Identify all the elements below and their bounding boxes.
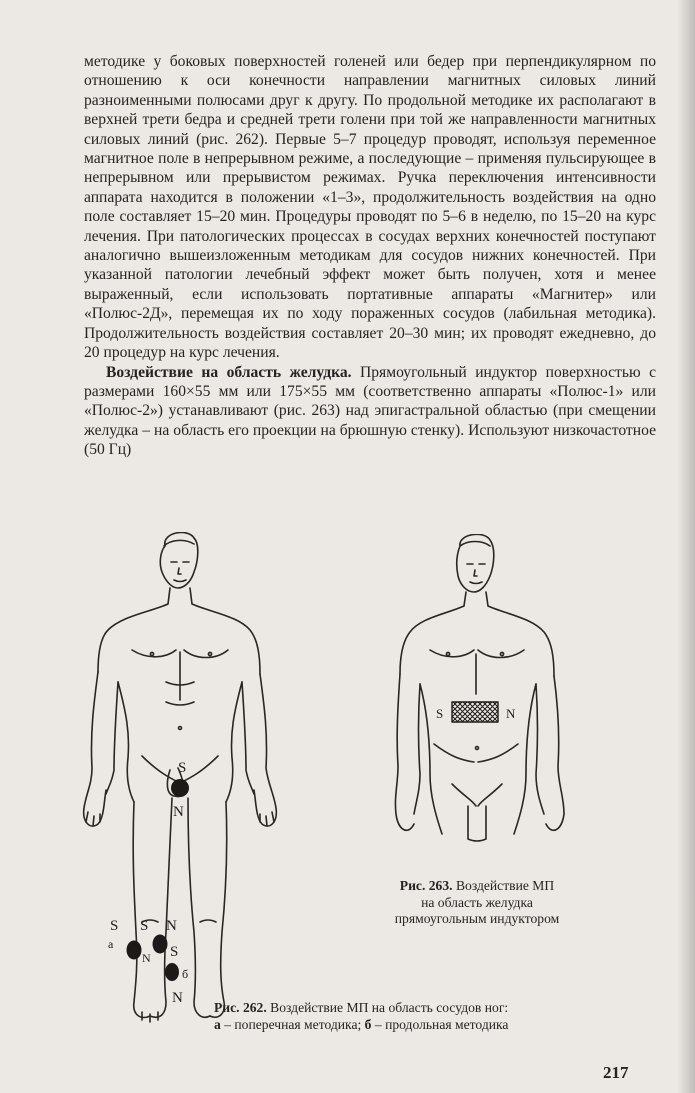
fig263-caption-label: Рис. 263.	[399, 878, 453, 893]
fig262-label-left-s: S	[110, 918, 119, 934]
fig262-caption-line1: Воздействие МП на область сосудов ног:	[266, 1000, 509, 1015]
fig262-caption-b-text: – продольная методика	[371, 1016, 509, 1032]
fig262-label-bottom-n: N	[172, 990, 183, 1006]
fig262-label-left-a: а	[108, 937, 114, 951]
fig262-label-groin-s: S	[178, 760, 187, 776]
figure-263-caption	[346, 878, 608, 928]
fig262-label-mid-s: S	[140, 918, 149, 934]
fig262-label-right-n: N	[166, 918, 177, 934]
page-edge-shadow	[677, 0, 695, 1093]
fig262-label-right-b: б	[182, 967, 189, 981]
paragraph-2-text: Прямоугольный индуктор поверхностью с размерами 160×55 мм или 175×55 мм (соответственно аппараты «Полюс-1» или «Полюс-2») устанавливают (рис. 263) над эпигастральной областью (при смещении желудка – на область его проекции на брюшную стенку). Используют низкочастотное (50 Гц)	[84, 363, 657, 459]
fig262-label-right-s: S	[170, 944, 179, 960]
fig263-caption-line1: Воздействие МП	[452, 878, 555, 893]
fig262-caption-a-text: – поперечная методика;	[220, 1016, 365, 1032]
page-number: 217	[603, 1063, 629, 1082]
figure-263-illustration	[390, 534, 580, 849]
fig263-caption-line2: на область желудка	[421, 894, 533, 910]
figure-262-caption	[214, 1000, 604, 1033]
paragraph-1: методике у боковых поверхностей голеней или бедер при перпендикулярном по отношению к оси конечности направлении магнитных силовых линий разноименными полюсами друг к другу. По продольной методике их располагают в верхней трети бедра и средней трети голени при той же направленности магнитных силовых линий (рис. 262). Первые 5–7 процедур проводят, используя переменное магнитное поле в непрерывном режиме, а последующие – применяя пульсирующее в непрерывном или прерывистом режимах. Ручка переключения интенсивности аппарата находится в положении «1–3», продолжительность воздействия на одно поле составляет 15–20 мин. Процедуры проводят по 5–6 в неделю, по 15–20 на курс лечения. При патологических процессах в сосудах верхних конечностей поступают аналогично вышеизложенным методикам для сосудов нижних конечностей. При указанной патологии лечебный эффект может быть получен, хотя и менее выраженный, если использовать портативные аппараты «Магнитер» или «Полюс-2Д», перемещая их по ходу пораженных сосудов (лабильная методика). Продолжительность воздействия составляет 20–30 мин; их проводят ежедневно, до 20 процедур на курс лечения.	[84, 53, 656, 362]
fig263-label-s: S	[436, 706, 444, 721]
fig262-caption-b-label: б	[364, 1016, 372, 1032]
paragraph-2-heading: Воздействие на область желудка.	[106, 363, 352, 381]
fig262-label-mid-n: N	[142, 951, 151, 965]
fig262-label-groin-n: N	[173, 804, 184, 820]
fig263-label-n: N	[506, 706, 516, 721]
fig262-caption-a-label: а	[214, 1016, 221, 1032]
body-text	[84, 52, 656, 460]
paragraph-2	[84, 363, 656, 460]
fig263-caption-line3: прямоугольным индуктором	[394, 911, 560, 926]
figure-262-illustration	[70, 532, 290, 1032]
fig262-caption-label: Рис. 262.	[214, 1000, 267, 1015]
